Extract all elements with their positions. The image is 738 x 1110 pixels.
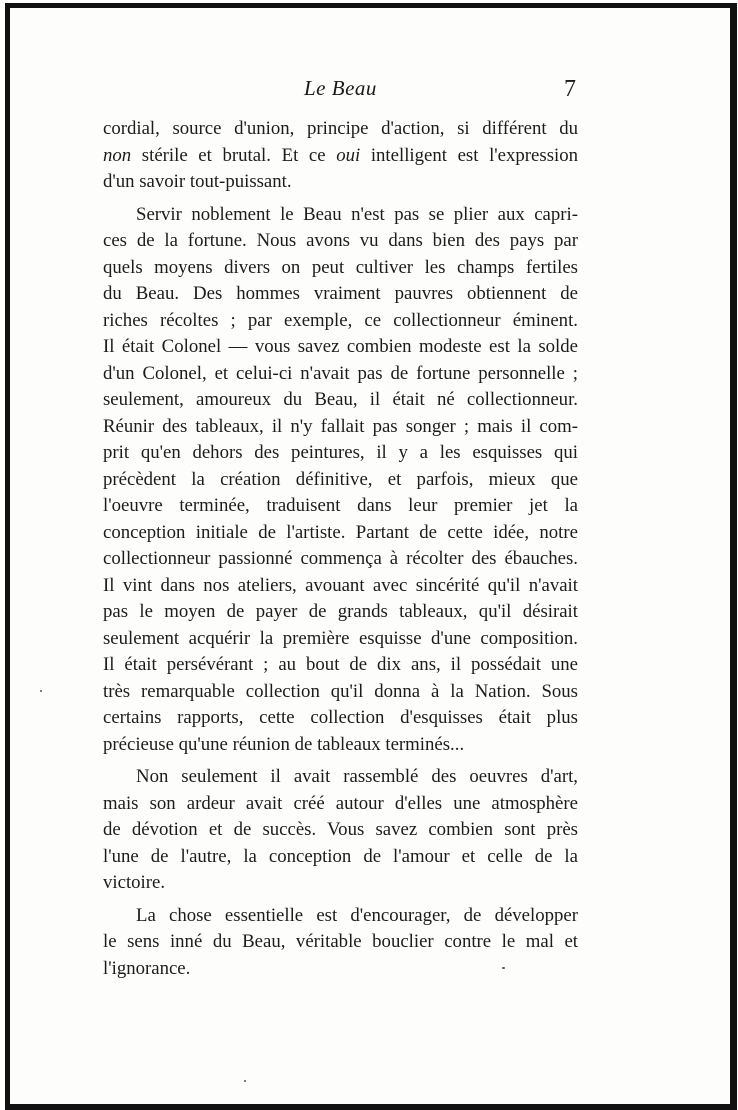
text-line: seulement acquérir la première esquisse d'une composition. xyxy=(103,627,578,649)
emphasis-oui: oui xyxy=(336,144,361,166)
text-line: l'une de l'autre, la conception de l'amour et celle de la xyxy=(103,845,578,867)
text-line: certains rapports, cette collection d'esquisses était plus xyxy=(103,707,578,728)
text-line: Réunir des tableaux, il n'y fallait pas songer ; mais il com- xyxy=(103,415,578,437)
paragraph-3 xyxy=(103,764,578,897)
text-line: de dévotion et de succès. Vous savez combien sont près xyxy=(103,819,578,840)
text-line: La chose essentielle est d'encourager, de développer xyxy=(136,904,578,926)
text-line: collectionneur passionné commença à récolter des ébauches. xyxy=(103,548,578,569)
text-segment: stérile et brutal. Et ce xyxy=(131,144,337,166)
text-line: du Beau. Des hommes vraiment pauvres obtiennent de xyxy=(103,283,578,304)
text-line: cordial, source d'union, principe d'action, si différent du xyxy=(103,118,578,139)
text-line: précieuse qu'une réunion de tableaux terminés... xyxy=(103,733,465,755)
text-line: pas le moyen de payer de grands tableaux, qu'il désirait xyxy=(103,601,578,622)
text-line: précèdent la création définitive, et parfois, mieux que xyxy=(103,468,578,490)
text-line: d'un savoir tout-puissant. xyxy=(103,171,292,192)
text-line: le sens inné du Beau, véritable bouclier contre le mal et xyxy=(103,931,578,952)
text-line: très remarquable collection qu'il donna à la Nation. Sous xyxy=(103,680,578,702)
text-line: ces de la fortune. Nous avons vu dans bien des pays par xyxy=(103,230,578,251)
scan-speck xyxy=(40,690,42,692)
text-line: Il était persévérant ; au bout de dix ans, il possédait une xyxy=(103,654,578,675)
scan-speck xyxy=(244,1080,246,1082)
text-line: seulement, amoureux du Beau, il était né collectionneur. xyxy=(103,389,578,410)
page-header xyxy=(0,70,738,104)
text-line: Servir noblement le Beau n'est pas se plier aux capri- xyxy=(136,203,578,225)
paragraph-2 xyxy=(103,202,578,759)
running-title: Le Beau xyxy=(304,76,377,100)
text-line: Il vint dans nos ateliers, avouant avec sincérité qu'il n'avait xyxy=(103,574,578,596)
scan-speck xyxy=(502,967,505,969)
text-line xyxy=(103,143,578,170)
text-line: mais son ardeur avait créé autour d'elles une atmosphère xyxy=(103,792,578,814)
text-line: conception initiale de l'artiste. Partant de cette idée, notre xyxy=(103,521,578,543)
text-line: Non seulement il avait rassemblé des oeuvres d'art, xyxy=(136,766,578,787)
text-segment: intelligent est l'expression xyxy=(360,144,579,166)
emphasis-non: non xyxy=(103,144,132,166)
text-line: prit qu'en dehors des peintures, il y a les esquisses qui xyxy=(103,442,578,463)
paragraph-1 xyxy=(103,116,578,196)
text-line: quels moyens divers on peut cultiver les champs fertiles xyxy=(103,256,578,278)
text-line: Il était Colonel — vous savez combien modeste est la solde xyxy=(103,336,578,357)
body-text xyxy=(103,116,578,988)
text-line: l'oeuvre terminée, traduisent dans leur premier jet la xyxy=(103,495,578,516)
text-line: d'un Colonel, et celui-ci n'avait pas de fortune personnelle ; xyxy=(103,362,578,384)
paragraph-4 xyxy=(103,903,578,983)
text-line: victoire. xyxy=(103,872,166,893)
text-line: riches récoltes ; par exemple, ce collectionneur éminent. xyxy=(103,309,578,331)
text-line: l'ignorance. xyxy=(103,957,191,979)
page-number: 7 xyxy=(564,76,576,102)
